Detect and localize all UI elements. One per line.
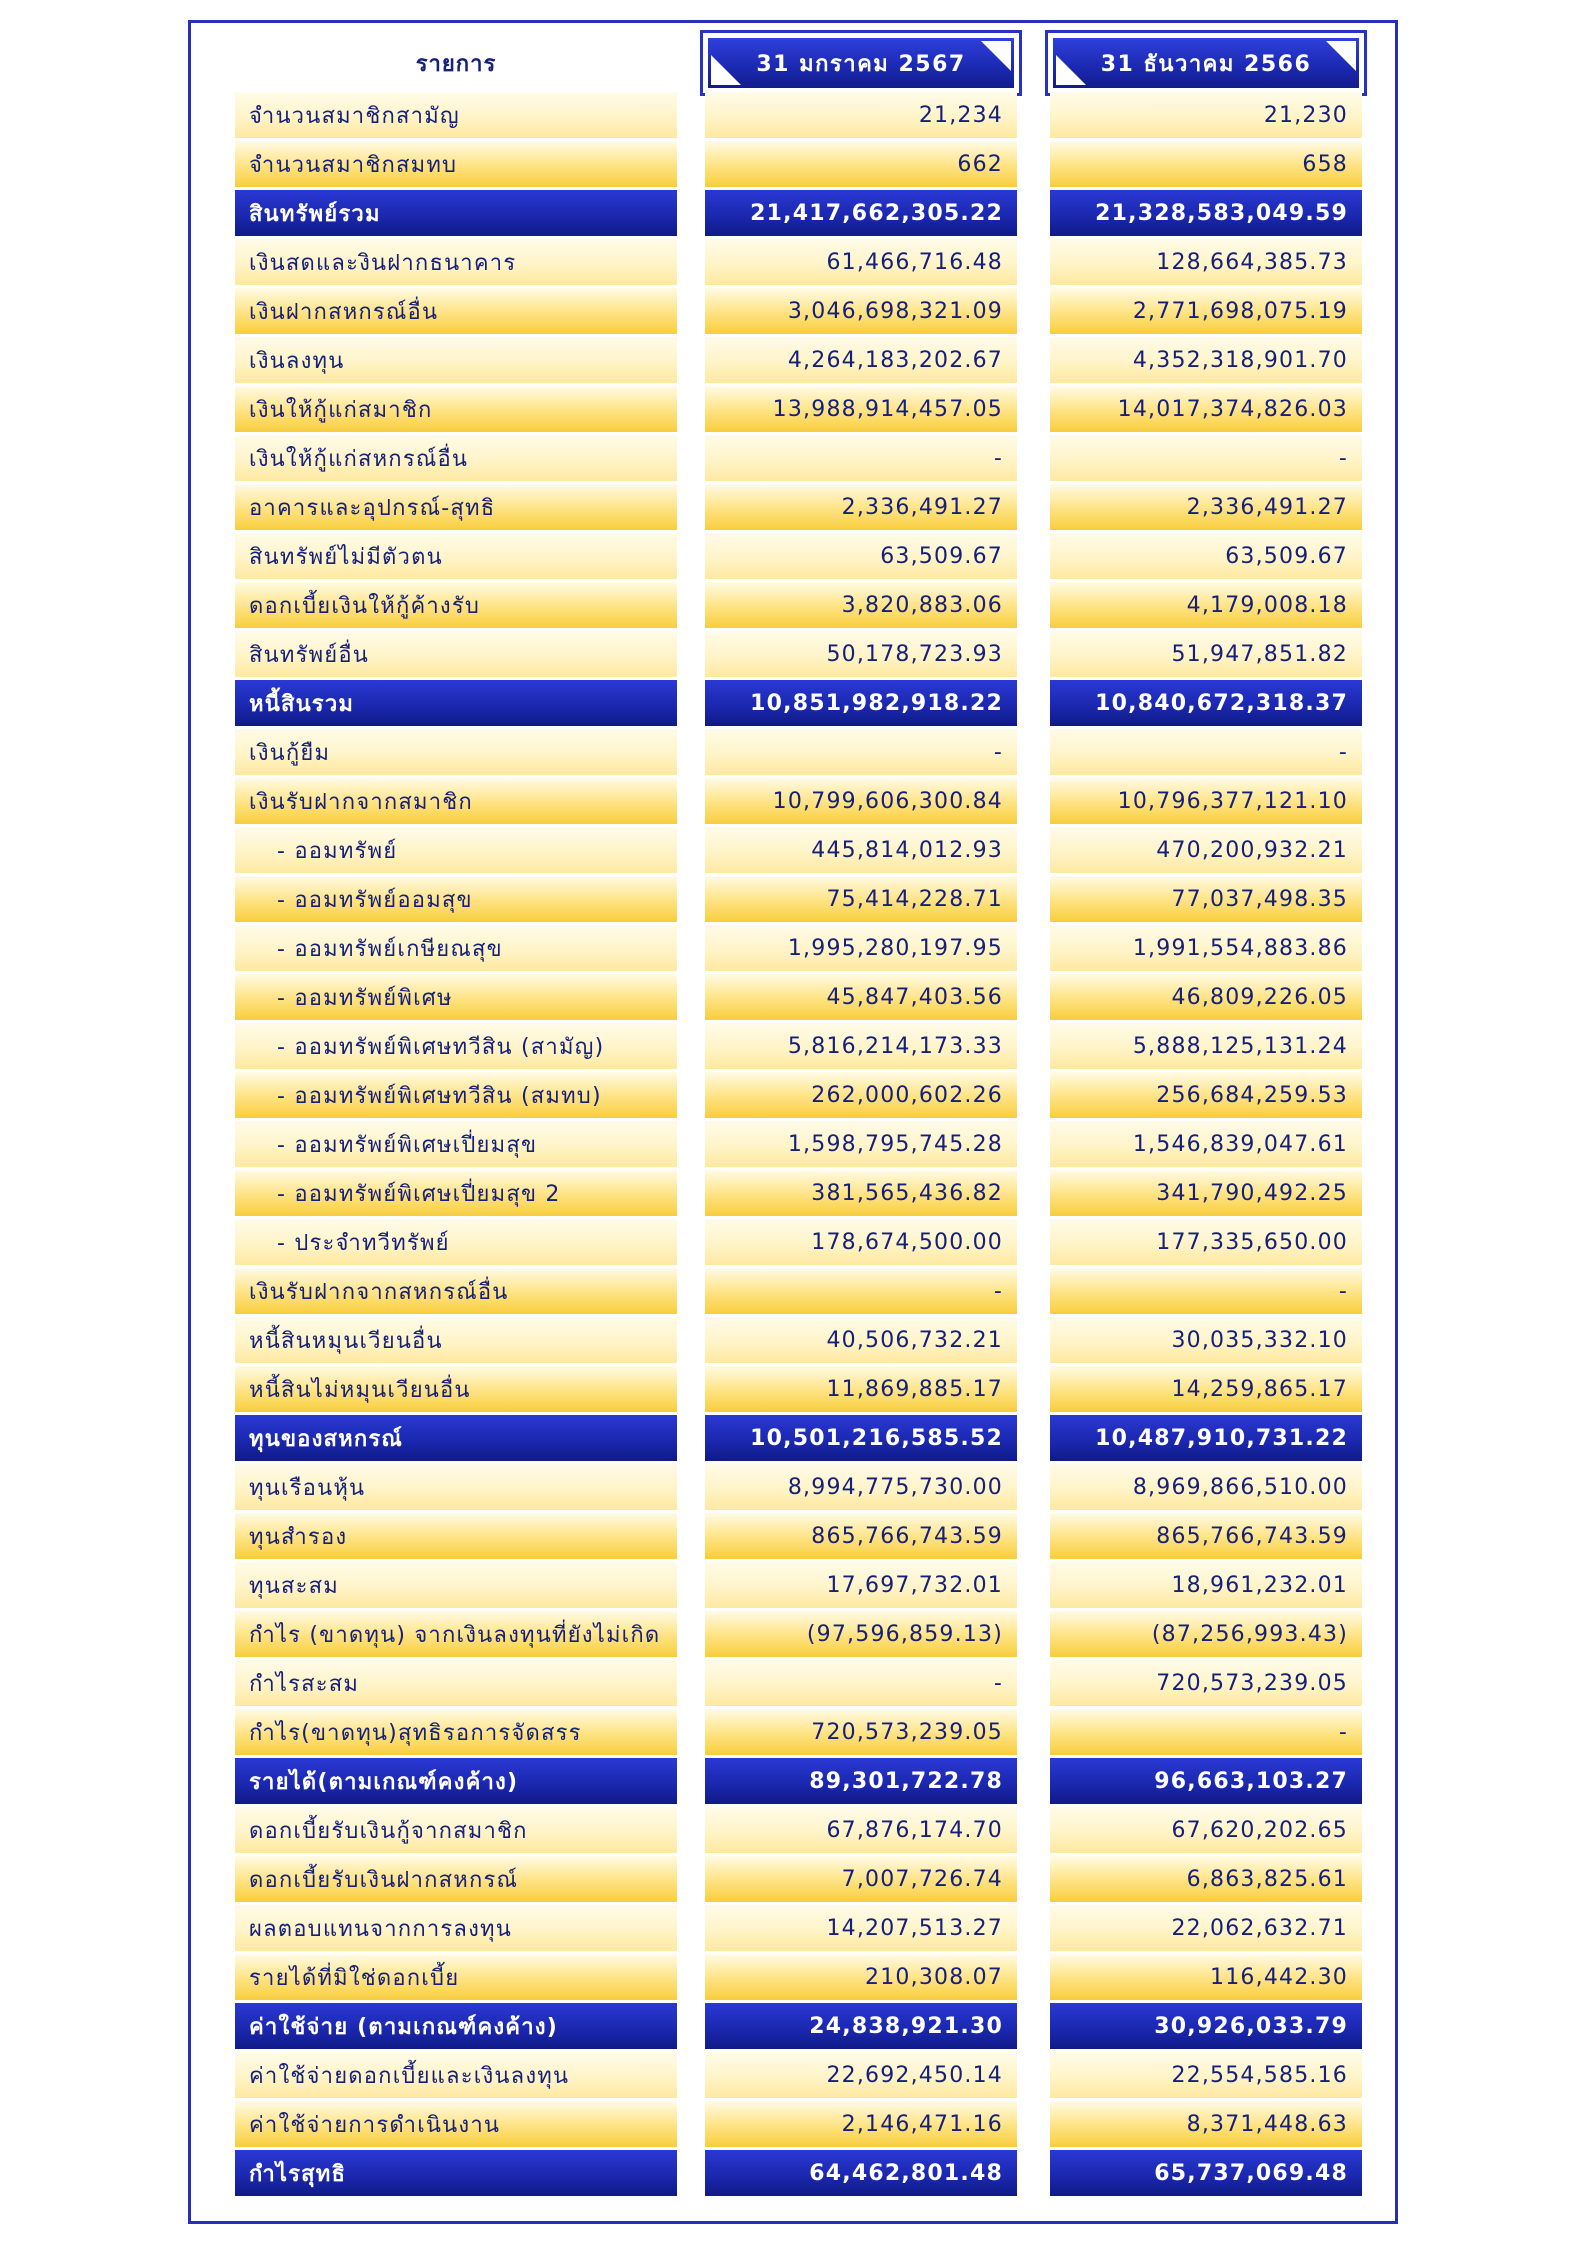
table-row: [0, 2101, 1587, 2150]
row-label: กำไร(ขาดทุน)สุทธิรอการจัดสรร: [235, 1709, 677, 1755]
header-col-jan-2567: [700, 30, 1022, 96]
value-jan-2567: 8,994,775,730.00: [705, 1464, 1017, 1510]
row-label: อาคารและอุปกรณ์-สุทธิ: [235, 484, 677, 530]
value-jan-2567: 381,565,436.82: [705, 1170, 1017, 1216]
value-jan-2567: 11,869,885.17: [705, 1366, 1017, 1412]
value-jan-2567: 2,146,471.16: [705, 2101, 1017, 2147]
value-jan-2567: 17,697,732.01: [705, 1562, 1017, 1608]
row-label: กำไรสะสม: [235, 1660, 677, 1706]
table-row: [0, 190, 1587, 239]
table-row: [0, 2052, 1587, 2101]
row-label: หนี้สินรวม: [235, 680, 677, 726]
row-label: เงินให้กู้แก่สมาชิก: [235, 386, 677, 432]
table-row: [0, 974, 1587, 1023]
row-label: - ออมทรัพย์พิเศษทวีสิน (สามัญ): [235, 1023, 677, 1069]
value-dec-2566: 51,947,851.82: [1050, 631, 1362, 677]
value-dec-2566: 14,259,865.17: [1050, 1366, 1362, 1412]
value-jan-2567: 865,766,743.59: [705, 1513, 1017, 1559]
value-dec-2566: 46,809,226.05: [1050, 974, 1362, 1020]
value-dec-2566: 256,684,259.53: [1050, 1072, 1362, 1118]
value-dec-2566: 10,796,377,121.10: [1050, 778, 1362, 824]
value-dec-2566: 21,230: [1050, 92, 1362, 138]
table-row: [0, 680, 1587, 729]
value-jan-2567: 64,462,801.48: [705, 2150, 1017, 2196]
value-jan-2567: 4,264,183,202.67: [705, 337, 1017, 383]
row-label: ดอกเบี้ยรับเงินฝากสหกรณ์: [235, 1856, 677, 1902]
value-jan-2567: 63,509.67: [705, 533, 1017, 579]
value-dec-2566: 22,554,585.16: [1050, 2052, 1362, 2098]
value-dec-2566: 21,328,583,049.59: [1050, 190, 1362, 236]
row-label: สินทรัพย์อื่น: [235, 631, 677, 677]
table-row: [0, 778, 1587, 827]
value-dec-2566: 77,037,498.35: [1050, 876, 1362, 922]
row-label: ดอกเบี้ยรับเงินกู้จากสมาชิก: [235, 1807, 677, 1853]
row-label: - ออมทรัพย์พิเศษทวีสิน (สมทบ): [235, 1072, 677, 1118]
table-row: [0, 239, 1587, 288]
header-col2-text: 31 ธันวาคม 2566: [1100, 51, 1312, 77]
value-dec-2566: 658: [1050, 141, 1362, 187]
row-label: ทุนเรือนหุ้น: [235, 1464, 677, 1510]
row-label: เงินกู้ยืม: [235, 729, 677, 775]
value-jan-2567: 5,816,214,173.33: [705, 1023, 1017, 1069]
row-label: ค่าใช้จ่ายดอกเบี้ยและเงินลงทุน: [235, 2052, 677, 2098]
value-jan-2567: 720,573,239.05: [705, 1709, 1017, 1755]
value-jan-2567: -: [705, 1268, 1017, 1314]
value-dec-2566: 128,664,385.73: [1050, 239, 1362, 285]
table-row: [0, 1170, 1587, 1219]
value-jan-2567: 1,598,795,745.28: [705, 1121, 1017, 1167]
value-jan-2567: 445,814,012.93: [705, 827, 1017, 873]
table-row: [0, 1366, 1587, 1415]
value-jan-2567: 21,234: [705, 92, 1017, 138]
table-row: [0, 1072, 1587, 1121]
corner-triangle-decoration: [981, 41, 1011, 71]
table-row: [0, 1660, 1587, 1709]
value-jan-2567: 210,308.07: [705, 1954, 1017, 2000]
value-dec-2566: 341,790,492.25: [1050, 1170, 1362, 1216]
table-row: [0, 1758, 1587, 1807]
table-row: [0, 1905, 1587, 1954]
value-dec-2566: -: [1050, 1709, 1362, 1755]
value-dec-2566: 177,335,650.00: [1050, 1219, 1362, 1265]
row-label: ค่าใช้จ่าย (ตามเกณฑ์คงค้าง): [235, 2003, 677, 2049]
value-dec-2566: -: [1050, 729, 1362, 775]
value-jan-2567: 75,414,228.71: [705, 876, 1017, 922]
value-dec-2566: 470,200,932.21: [1050, 827, 1362, 873]
row-label: หนี้สินไม่หมุนเวียนอื่น: [235, 1366, 677, 1412]
value-jan-2567: 22,692,450.14: [705, 2052, 1017, 2098]
value-dec-2566: -: [1050, 435, 1362, 481]
value-dec-2566: 8,969,866,510.00: [1050, 1464, 1362, 1510]
table-header: [0, 30, 1587, 96]
value-dec-2566: 1,546,839,047.61: [1050, 1121, 1362, 1167]
row-label: - ออมทรัพย์พิเศษเปี่ยมสุข 2: [235, 1170, 677, 1216]
value-dec-2566: 4,352,318,901.70: [1050, 337, 1362, 383]
value-jan-2567: 61,466,716.48: [705, 239, 1017, 285]
value-dec-2566: 30,035,332.10: [1050, 1317, 1362, 1363]
row-label: เงินให้กู้แก่สหกรณ์อื่น: [235, 435, 677, 481]
value-jan-2567: 45,847,403.56: [705, 974, 1017, 1020]
value-jan-2567: 10,799,606,300.84: [705, 778, 1017, 824]
table-row: [0, 1709, 1587, 1758]
value-dec-2566: 4,179,008.18: [1050, 582, 1362, 628]
row-label: ทุนสำรอง: [235, 1513, 677, 1559]
header-col-dec-2566: [1045, 30, 1367, 96]
table-row: [0, 876, 1587, 925]
table-row: [0, 533, 1587, 582]
table-row: [0, 141, 1587, 190]
value-jan-2567: 662: [705, 141, 1017, 187]
value-dec-2566: 14,017,374,826.03: [1050, 386, 1362, 432]
corner-triangle-decoration: [711, 55, 741, 85]
value-jan-2567: 7,007,726.74: [705, 1856, 1017, 1902]
header-col1-text: 31 มกราคม 2567: [756, 51, 966, 77]
table-row: [0, 2150, 1587, 2199]
table-row: [0, 1807, 1587, 1856]
value-dec-2566: 2,771,698,075.19: [1050, 288, 1362, 334]
table-row: [0, 2003, 1587, 2052]
row-label: เงินรับฝากจากสหกรณ์อื่น: [235, 1268, 677, 1314]
table-row: [0, 1611, 1587, 1660]
value-jan-2567: 3,820,883.06: [705, 582, 1017, 628]
row-label: เงินรับฝากจากสมาชิก: [235, 778, 677, 824]
corner-triangle-decoration: [1056, 55, 1086, 85]
table-row: [0, 1562, 1587, 1611]
table-row: [0, 1268, 1587, 1317]
value-dec-2566: 8,371,448.63: [1050, 2101, 1362, 2147]
value-jan-2567: 178,674,500.00: [705, 1219, 1017, 1265]
row-label: เงินสดและงินฝากธนาคาร: [235, 239, 677, 285]
row-label: เงินลงทุน: [235, 337, 677, 383]
table-row: [0, 288, 1587, 337]
row-label: จำนวนสมาชิกสามัญ: [235, 92, 677, 138]
row-label: ผลตอบแทนจากการลงทุน: [235, 1905, 677, 1951]
value-dec-2566: (87,256,993.43): [1050, 1611, 1362, 1657]
value-jan-2567: 40,506,732.21: [705, 1317, 1017, 1363]
value-jan-2567: 21,417,662,305.22: [705, 190, 1017, 236]
row-label: - ออมทรัพย์: [235, 827, 677, 873]
row-label: - ออมทรัพย์เกษียณสุข: [235, 925, 677, 971]
value-dec-2566: 116,442.30: [1050, 1954, 1362, 2000]
row-label: กำไร (ขาดทุน) จากเงินลงทุนที่ยังไม่เกิด: [235, 1611, 677, 1657]
row-label: - ออมทรัพย์ออมสุข: [235, 876, 677, 922]
row-label: สินทรัพย์ไม่มีตัวตน: [235, 533, 677, 579]
value-jan-2567: 2,336,491.27: [705, 484, 1017, 530]
row-label: สินทรัพย์รวม: [235, 190, 677, 236]
value-dec-2566: 65,737,069.48: [1050, 2150, 1362, 2196]
value-jan-2567: -: [705, 729, 1017, 775]
table-row: [0, 1954, 1587, 2003]
value-dec-2566: 18,961,232.01: [1050, 1562, 1362, 1608]
table-row: [0, 484, 1587, 533]
table-row: [0, 631, 1587, 680]
row-label: ค่าใช้จ่ายการดำเนินงาน: [235, 2101, 677, 2147]
row-label: จำนวนสมาชิกสมทบ: [235, 141, 677, 187]
row-label: เงินฝากสหกรณ์อื่น: [235, 288, 677, 334]
value-jan-2567: -: [705, 1660, 1017, 1706]
table-row: [0, 92, 1587, 141]
value-jan-2567: 67,876,174.70: [705, 1807, 1017, 1853]
table-row: [0, 337, 1587, 386]
value-jan-2567: (97,596,859.13): [705, 1611, 1017, 1657]
value-jan-2567: 1,995,280,197.95: [705, 925, 1017, 971]
header-label: รายการ: [415, 51, 497, 77]
value-dec-2566: 30,926,033.79: [1050, 2003, 1362, 2049]
table-row: [0, 1513, 1587, 1562]
value-jan-2567: 50,178,723.93: [705, 631, 1017, 677]
value-dec-2566: 2,336,491.27: [1050, 484, 1362, 530]
value-jan-2567: 3,046,698,321.09: [705, 288, 1017, 334]
value-jan-2567: 10,501,216,585.52: [705, 1415, 1017, 1461]
corner-triangle-decoration: [1326, 41, 1356, 71]
table-row: [0, 1464, 1587, 1513]
value-jan-2567: 262,000,602.26: [705, 1072, 1017, 1118]
value-jan-2567: 13,988,914,457.05: [705, 386, 1017, 432]
table-row: [0, 435, 1587, 484]
value-dec-2566: 6,863,825.61: [1050, 1856, 1362, 1902]
table-row: [0, 729, 1587, 778]
value-dec-2566: 63,509.67: [1050, 533, 1362, 579]
value-dec-2566: 96,663,103.27: [1050, 1758, 1362, 1804]
value-jan-2567: 14,207,513.27: [705, 1905, 1017, 1951]
table-row: [0, 1219, 1587, 1268]
table-row: [0, 582, 1587, 631]
table-row: [0, 925, 1587, 974]
row-label: หนี้สินหมุนเวียนอื่น: [235, 1317, 677, 1363]
value-dec-2566: 865,766,743.59: [1050, 1513, 1362, 1559]
table-row: [0, 1121, 1587, 1170]
row-label: ดอกเบี้ยเงินให้กู้ค้างรับ: [235, 582, 677, 628]
value-dec-2566: -: [1050, 1268, 1362, 1314]
value-dec-2566: 22,062,632.71: [1050, 1905, 1362, 1951]
value-dec-2566: 67,620,202.65: [1050, 1807, 1362, 1853]
row-label: - ออมทรัพย์พิเศษเปี่ยมสุข: [235, 1121, 677, 1167]
table-row: [0, 1856, 1587, 1905]
value-dec-2566: 1,991,554,883.86: [1050, 925, 1362, 971]
value-dec-2566: 10,840,672,318.37: [1050, 680, 1362, 726]
table-row: [0, 1023, 1587, 1072]
table-row: [0, 386, 1587, 435]
row-label: รายได้ที่มิใช่ดอกเบี้ย: [235, 1954, 677, 2000]
row-label: ทุนสะสม: [235, 1562, 677, 1608]
row-label: กำไรสุทธิ: [235, 2150, 677, 2196]
value-jan-2567: 24,838,921.30: [705, 2003, 1017, 2049]
table-row: [0, 827, 1587, 876]
value-jan-2567: -: [705, 435, 1017, 481]
table-row: [0, 1415, 1587, 1464]
table-row: [0, 1317, 1587, 1366]
value-jan-2567: 89,301,722.78: [705, 1758, 1017, 1804]
row-label: - ออมทรัพย์พิเศษ: [235, 974, 677, 1020]
value-dec-2566: 10,487,910,731.22: [1050, 1415, 1362, 1461]
value-jan-2567: 10,851,982,918.22: [705, 680, 1017, 726]
row-label: - ประจำทวีทรัพย์: [235, 1219, 677, 1265]
value-dec-2566: 720,573,239.05: [1050, 1660, 1362, 1706]
row-label: ทุนของสหกรณ์: [235, 1415, 677, 1461]
row-label: รายได้(ตามเกณฑ์คงค้าง): [235, 1758, 677, 1804]
value-dec-2566: 5,888,125,131.24: [1050, 1023, 1362, 1069]
